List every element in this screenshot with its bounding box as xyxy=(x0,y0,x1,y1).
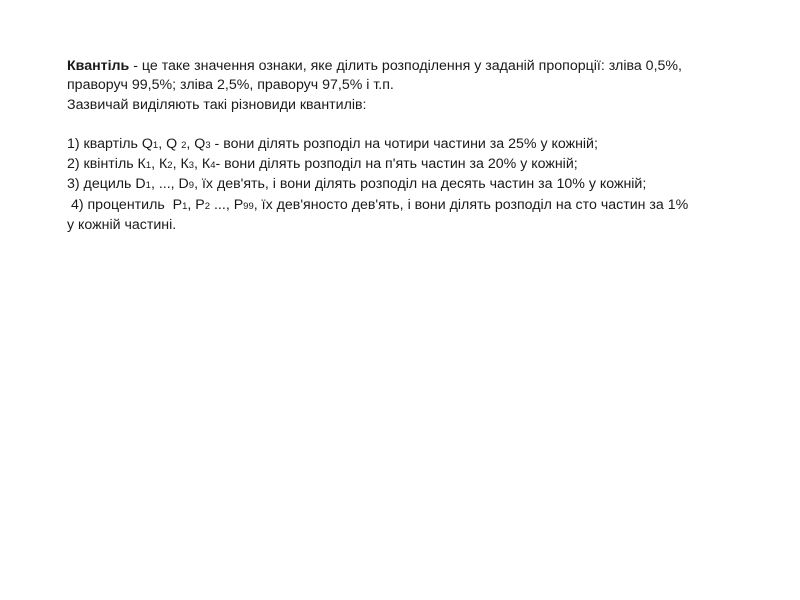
percentile-index-2: 2 xyxy=(204,200,211,212)
quintile-description: - вони ділять розподіл на п'ять частин за 20% у кожній; xyxy=(215,156,578,173)
slide-text-block xyxy=(67,57,767,236)
quintile-prefix: 2) квінтіль К xyxy=(67,156,146,173)
quintile-index-3: 3 xyxy=(188,160,195,172)
blank-line xyxy=(67,115,767,134)
quartile-index-1: 1 xyxy=(152,139,159,151)
list-item-quintile xyxy=(67,155,767,175)
decile-prefix: 3) дециль D xyxy=(67,176,146,193)
list-item-percentile xyxy=(67,196,767,216)
quintile-index-4: 4 xyxy=(210,160,216,172)
decile-index-1: 1 xyxy=(145,180,151,192)
intro-text: Зазвичай виділяють такі різновиди квантилів: xyxy=(67,96,367,113)
percentile-sep-2: ..., Р xyxy=(210,196,244,213)
definition-line-2: праворуч 99,5%; зліва 2,5%, праворуч 97,5% і т.п. xyxy=(67,77,394,94)
decile-sep-1: , ..., D xyxy=(150,176,189,193)
decile-description: , їх дев'ять, і вони ділять розподіл на десять частин за 10% у кожній; xyxy=(194,176,647,193)
percentile-prefix: 4) процентиль Р xyxy=(67,196,183,213)
quartile-index-3: 3 xyxy=(205,139,211,151)
percentile-description: , їх дев'яносто дев'ять, і вони ділять розподіл на сто частин за 1% xyxy=(253,196,689,213)
list-item-quartile xyxy=(67,135,767,155)
quintile-index-2: 2 xyxy=(167,160,173,172)
definition-text: - це таке значення ознаки, яке ділить розподілення у заданій пропорції: зліва 0,5%, xyxy=(129,58,682,74)
quintile-sep-3: , К xyxy=(194,156,211,173)
quintile-sep-2: , К xyxy=(172,156,189,173)
decile-index-9: 9 xyxy=(188,180,195,192)
quintile-index-1: 1 xyxy=(145,160,152,172)
quartile-index-2: 2 xyxy=(181,139,187,151)
definition-line-1 xyxy=(67,57,767,76)
percentile-index-99: 99 xyxy=(243,200,254,212)
percentile-index-1: 1 xyxy=(182,200,188,212)
quartile-prefix: 1) квартіль Q xyxy=(67,135,153,152)
list-item-decile xyxy=(67,175,767,195)
percentile-line-2: у кожній частині. xyxy=(67,217,177,234)
quartile-sep-2: , Q xyxy=(186,135,206,152)
quintile-sep-1: , К xyxy=(151,156,168,173)
quartile-description: - вони ділять розподіл на чотири частини за 25% у кожній; xyxy=(210,135,598,152)
quartile-sep-1: , Q xyxy=(158,135,182,152)
percentile-sep-1: , Р xyxy=(187,196,205,213)
definition-term: Квантіль xyxy=(67,58,130,74)
